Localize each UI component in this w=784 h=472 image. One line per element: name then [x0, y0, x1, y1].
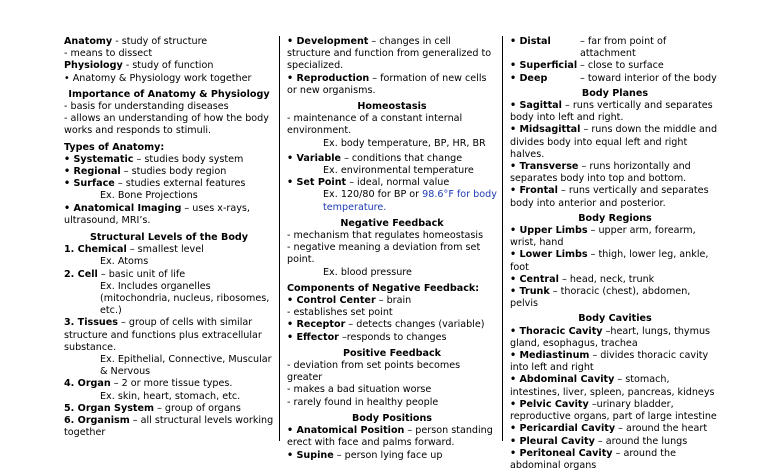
homeostasis-heading: Homeostasis	[357, 101, 427, 113]
midsagittal-item: • Midsagittal – runs down the middle and divides body into equal left and right halves.	[510, 124, 718, 160]
variable-example: Ex. environmental temperature	[323, 165, 474, 177]
pelvic-cavity-item: • Pelvic Cavity –urinary bladder, reproductive organs, part of large intestine	[510, 398, 717, 423]
cavities-heading: Body Cavities	[578, 313, 652, 325]
reproduction-item: • Reproduction – formation of new cells or new organisms.	[287, 72, 487, 96]
components-heading: Components of Negative Feedback:	[287, 282, 480, 294]
abdominal-cavity-item: • Abdominal Cavity – stomach, intestines, liver, spleen, pancreas, kidneys	[510, 374, 715, 398]
sagittal-item: • Sagittal – runs vertically and separates body into left and right.	[510, 100, 713, 124]
distal-item: • Distal – far from point of attachment	[510, 36, 667, 60]
variable-item: • Variable – conditions that change	[287, 152, 463, 164]
physiology-definition: Physiology - study of function	[64, 60, 214, 72]
type-systematic: • Systematic – studies body system	[64, 153, 244, 165]
positive-feedback-item: - makes a bad situation worse	[287, 384, 432, 396]
level-organ-system: 5. Organ System – group of organs	[64, 402, 241, 414]
negative-feedback-item: - negative meaning a deviation from set point.	[287, 242, 481, 266]
level-cell-example: Ex. Includes organelles (mitochondria, nucleus, ribosomes, etc.)	[100, 280, 270, 317]
column-divider-left	[279, 36, 280, 441]
setpoint-item: • Set Point – ideal, normal value	[287, 177, 450, 189]
importance-item: - basis for understanding diseases	[64, 101, 229, 113]
peritoneal-cavity-item: • Peritoneal Cavity – around the abdominal organs	[510, 447, 676, 471]
supine-item: • Supine – person lying face up	[287, 449, 443, 461]
anatomical-position-item: • Anatomical Position – person standing erect with face and palms forward.	[287, 425, 493, 449]
trunk-item: • Trunk – thoracic (chest), abdomen, pelvis	[510, 286, 691, 310]
type-imaging: • Anatomical Imaging – uses x-rays, ultrasound, MRI’s.	[64, 202, 250, 226]
setpoint-example: Ex. 120/80 for BP or 98.6°F for body temperature.	[323, 189, 497, 213]
column-divider-right	[502, 36, 503, 441]
effector-item: • Effector –responds to changes	[287, 331, 447, 343]
setpoint-temperature-link[interactable]: 98.6°F for body temperature.	[323, 189, 497, 213]
lower-limbs-item: • Lower Limbs – thigh, lower leg, ankle, foot	[510, 249, 709, 273]
upper-limbs-item: • Upper Limbs – upper arm, forearm, wrist, hand	[510, 225, 696, 249]
level-organ: 4. Organ – 2 or more tissue types.	[64, 378, 233, 390]
level-organism: 6. Organism – all structural levels working together	[64, 415, 274, 439]
superficial-item: • Superficial – close to surface	[510, 60, 664, 72]
level-organ-example: Ex. skin, heart, stomach, etc.	[100, 390, 241, 402]
type-surface: • Surface – studies external features	[64, 178, 246, 190]
anatomy-subnote: - means to dissect	[64, 48, 153, 60]
transverse-item: • Transverse – runs horizontally and separates body into top and bottom.	[510, 161, 691, 185]
frontal-item: • Frontal – runs vertically and separates body into anterior and posterior.	[510, 185, 709, 209]
anatomy-definition: Anatomy - study of structure	[64, 36, 208, 47]
level-tissues: 3. Tissues – group of cells with similar structure and functions plus extracellular substance.	[64, 317, 262, 353]
development-item: • Development – changes in cell structure and function from generalized to specialized.	[287, 36, 492, 72]
control-center-subnote: - establishes set point	[287, 307, 393, 319]
positive-feedback-item: - rarely found in healthy people	[287, 396, 439, 408]
type-surface-example: Ex. Bone Projections	[100, 190, 198, 202]
level-chemical: 1. Chemical – smallest level	[64, 244, 204, 256]
mediastinum-item: • Mediastinum – divides thoracic cavity into left and right	[510, 350, 709, 374]
levels-heading: Structural Levels of the Body	[89, 232, 249, 244]
positive-feedback-heading: Positive Feedback	[342, 347, 442, 359]
negative-feedback-item: - mechanism that regulates homeostasis	[287, 230, 484, 242]
type-regional: • Regional – studies body region	[64, 166, 227, 178]
importance-heading: Importance of Anatomy & Physiology	[68, 88, 270, 100]
column-1	[64, 36, 274, 440]
negative-feedback-example: Ex. blood pressure	[323, 266, 412, 278]
positive-feedback-item: - deviation from set points becomes greater	[287, 360, 461, 384]
level-tissues-example: Ex. Epithelial, Connective, Muscular & Nervous	[100, 354, 272, 378]
pericardial-cavity-item: • Pericardial Cavity – around the heart	[510, 423, 708, 435]
column-3	[510, 36, 720, 472]
control-center-item: • Control Center – brain	[287, 295, 412, 307]
together-note: • Anatomy & Physiology work together	[64, 72, 252, 84]
pleural-cavity-item: • Pleural Cavity – around the lungs	[510, 435, 688, 447]
importance-item: - allows an understanding of how the body works and responds to stimuli.	[64, 113, 269, 137]
thoracic-cavity-item: • Thoracic Cavity –heart, lungs, thymus gland, esophagus, trachea	[510, 325, 711, 349]
central-item: • Central – head, neck, trunk	[510, 273, 655, 285]
column-2	[287, 36, 497, 462]
types-heading: Types of Anatomy:	[64, 141, 165, 153]
regions-heading: Body Regions	[578, 212, 652, 224]
homeostasis-definition: - maintenance of a constant internal environment.	[287, 113, 463, 137]
level-chemical-example: Ex. Atoms	[100, 256, 149, 268]
positions-heading: Body Positions	[352, 412, 432, 424]
negative-feedback-heading: Negative Feedback	[340, 217, 444, 229]
deep-item: • Deep – toward interior of the body	[510, 72, 717, 84]
homeostasis-example: Ex. body temperature, BP, HR, BR	[323, 137, 486, 149]
level-cell: 2. Cell – basic unit of life	[64, 268, 186, 280]
receptor-item: • Receptor – detects changes (variable)	[287, 319, 485, 331]
planes-heading: Body Planes	[581, 87, 649, 99]
